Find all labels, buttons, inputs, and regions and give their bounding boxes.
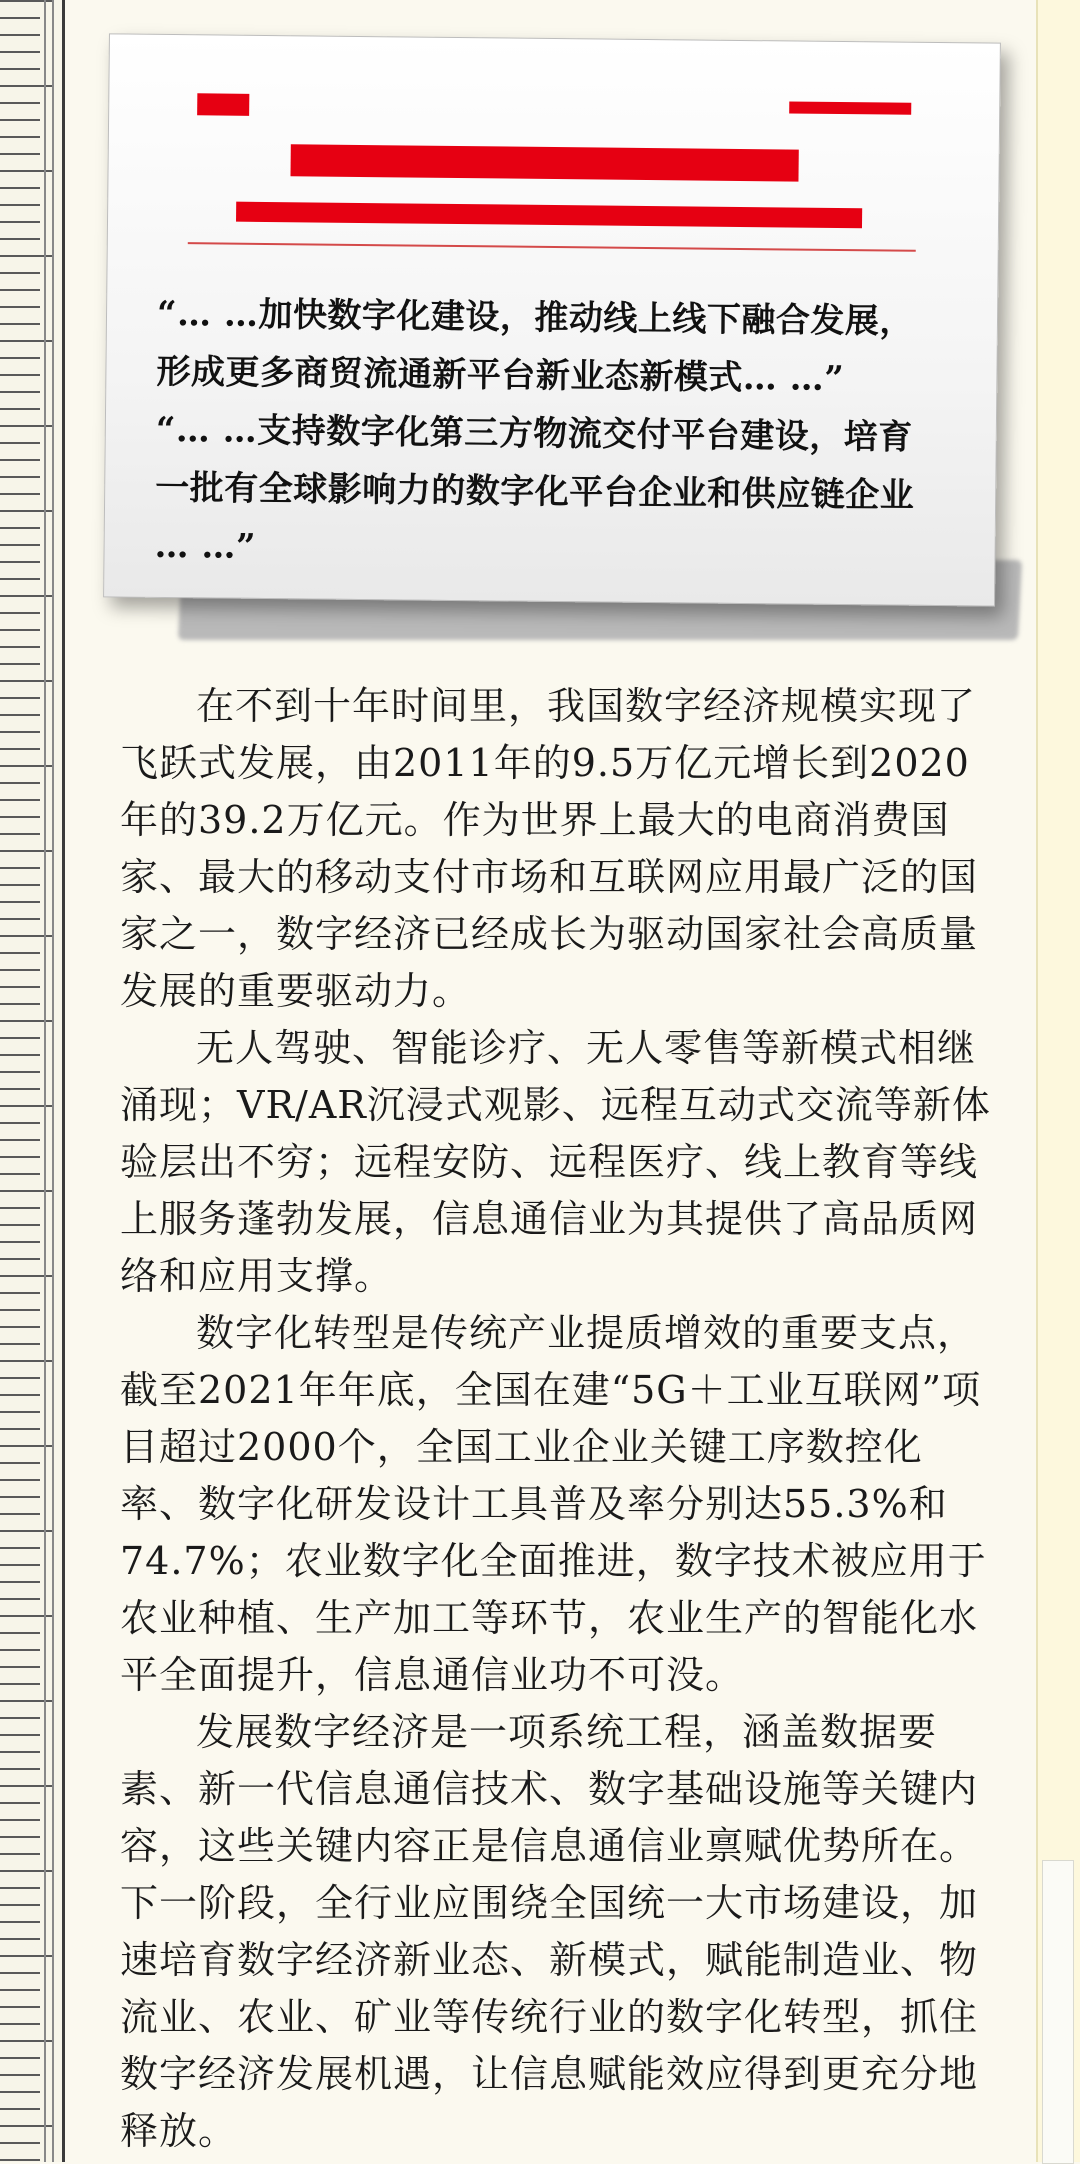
quote-line: … …” (154, 525, 257, 567)
article-paragraph: 发展数字经济是一项系统工程，涵盖数据要素、新一代信息通信技术、数字基础设施等关键内容，这些关键内容正是信息通信业禀赋优势所在。下一阶段，全行业应围绕全国统一大市场建设，加速培育数字经济新业态、新模式，赋能制造业、物流业、农业、矿业等传统行业的数字化转型，抓住数字经济发展机遇，让信息赋能效应得到更充分地释放。 (120, 1710, 979, 2153)
article-paragraph: 数字化转型是传统产业提质增效的重要支点，截至2021年年底，全国在建“5G＋工业互联网”项目超过2000个，全国工业企业关键工序数控化率、数字化研发设计工具普及率分别达55.3%和74.7%；农业数字化全面推进，数字技术被应用于农业种植、生产加工等环节，农业生产的智能化水平全面提升，信息通信业功不可没。 (120, 1311, 987, 1697)
article-body (120, 678, 1000, 2160)
redacted-subtitle-bar (236, 202, 862, 229)
left-ruler-decoration (0, 0, 65, 2162)
quote-line: 一批有全球影响力的数字化平台企业和供应链企业 (155, 467, 915, 516)
quote-line: 形成更多商贸流通新平台新业态新模式… …” (156, 351, 845, 400)
card-divider (188, 242, 916, 252)
scroll-tab (1042, 1860, 1074, 2164)
ruler-edge (44, 0, 54, 2162)
right-margin-strip (1036, 0, 1080, 2162)
redacted-bar-top-left (197, 93, 249, 116)
redacted-bar-top-right (789, 101, 911, 114)
article-paragraph: 在不到十年时间里，我国数字经济规模实现了飞跃式发展，由2011年的9.5万亿元增长到2020年的39.2万亿元。作为世界上最大的电商消费国家、最大的移动支付市场和互联网应用最广泛的国家之一，数字经济已经成长为驱动国家社会高质量发展的重要驱动力。 (120, 684, 979, 1013)
quote-line: “… …支持数字化第三方物流交付平台建设，培育 (155, 409, 913, 458)
article-paragraph: 无人驾驶、智能诊疗、无人零售等新模式相继涌现；VR/AR沉浸式观影、远程互动式交流等新体验层出不穷；远程安防、远程医疗、线上教育等线上服务蓬勃发展，信息通信业为其提供了高品质网络和应用支撑。 (120, 1026, 991, 1298)
quote-text (154, 285, 957, 583)
redacted-title-bar (290, 144, 798, 181)
quote-card (103, 33, 1001, 606)
quote-line: “… …加快数字化建设，推动线上线下融合发展， (156, 293, 915, 342)
